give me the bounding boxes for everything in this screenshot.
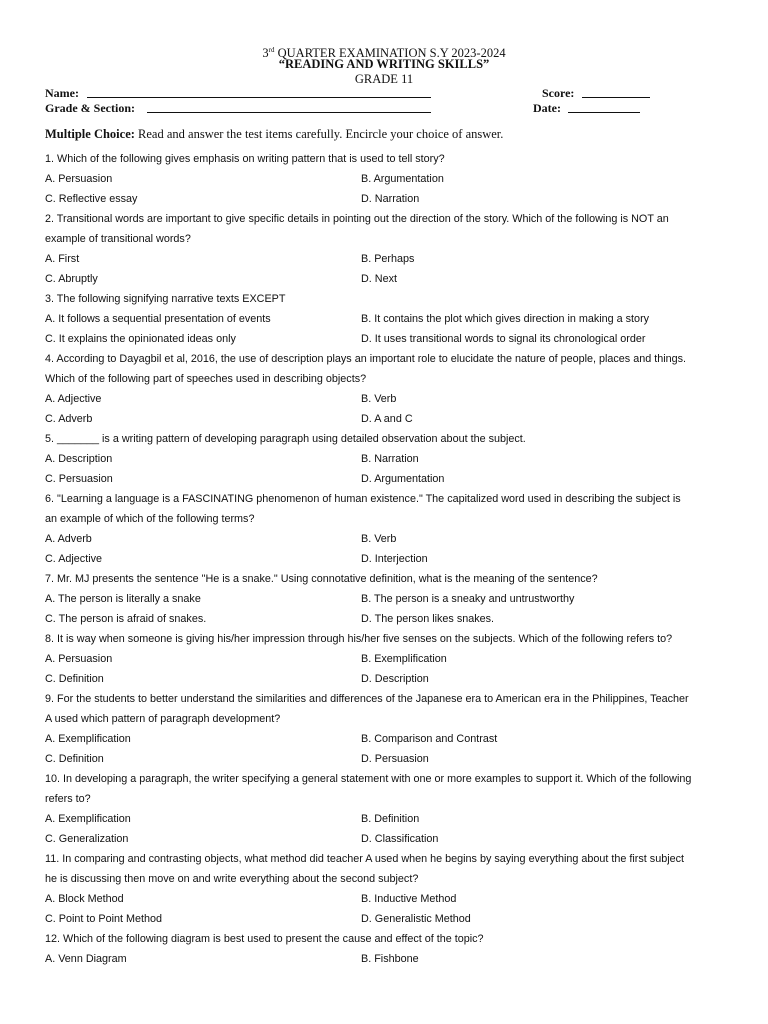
grade-section-line[interactable] [147,112,431,113]
question-9-text: A used which pattern of paragraph development? [45,713,281,725]
question-6-choice-c[interactable]: C. Adjective [45,553,103,565]
question-5-text: 5. _______ is a writing pattern of developing paragraph using detailed observation about the subject. [45,433,526,445]
date-label: Date: [533,101,561,115]
question-10-choice-c[interactable]: C. Generalization [45,833,129,845]
score-line[interactable] [582,97,650,98]
subject-title: “READING AND WRITING SKILLS” [278,57,490,71]
instructions: Multiple Choice: Read and answer the test items carefully. Encircle your choice of answer. [45,127,504,141]
name-label: Name: [45,86,79,100]
question-8-choice-d[interactable]: D. Description [361,673,429,685]
exam-title: 3rd QUARTER EXAMINATION S.Y 2023-2024 [262,46,506,60]
question-2-choice-b[interactable]: B. Perhaps [361,253,415,265]
question-6-choice-b[interactable]: B. Verb [361,533,397,545]
question-4-choice-d[interactable]: D. A and C [361,413,413,425]
question-2-choice-c[interactable]: C. Abruptly [45,273,98,285]
question-7-text: 7. Mr. MJ presents the sentence "He is a snake." Using connotative definition, what is the meaning of the sentence? [45,573,598,585]
question-4-text: Which of the following part of speeches used in describing objects? [45,373,367,385]
question-10-choice-d[interactable]: D. Classification [361,833,439,845]
question-5-choice-c[interactable]: C. Persuasion [45,473,113,485]
question-6-text: an example of which of the following terms? [45,513,255,525]
score-label: Score: [542,86,575,100]
question-7-choice-b[interactable]: B. The person is a sneaky and untrustworthy [361,593,575,605]
question-11-choice-a[interactable]: A. Block Method [45,893,124,905]
question-7-choice-d[interactable]: D. The person likes snakes. [361,613,495,625]
question-5-choice-b[interactable]: B. Narration [361,453,419,465]
question-11-choice-c[interactable]: C. Point to Point Method [45,913,163,925]
question-1-text: 1. Which of the following gives emphasis on writing pattern that is used to tell story? [45,153,445,165]
question-3-text: 3. The following signifying narrative texts EXCEPT [45,293,286,305]
question-6-text: 6. "Learning a language is a FASCINATING phenomenon of human existence." The capitalized word used in describing the subject is [45,493,681,505]
question-3-choice-b[interactable]: B. It contains the plot which gives direction in making a story [361,313,650,325]
question-6-choice-d[interactable]: D. Interjection [361,553,428,565]
question-4-text: 4. According to Dayagbil et al, 2016, the use of description plays an important role to elucidate the nature of people, places and things. [45,353,687,365]
grade-section-label: Grade & Section: [45,101,135,115]
question-11-text: 11. In comparing and contrasting objects, what method did teacher A used when he begins by saying everything about the first subject [45,853,685,865]
question-10-choice-b[interactable]: B. Definition [361,813,420,825]
question-12-choice-a[interactable]: A. Venn Diagram [45,953,127,965]
question-9-choice-b[interactable]: B. Comparison and Contrast [361,733,498,745]
question-8-text: 8. It is way when someone is giving his/her impression through his/her five senses on the subjects. Which of the following refers to? [45,633,673,645]
question-1-choice-c[interactable]: C. Reflective essay [45,193,138,205]
question-4-choice-b[interactable]: B. Verb [361,393,397,405]
question-2-choice-a[interactable]: A. First [45,253,80,265]
question-11-text: he is discussing then move on and write everything about the second subject? [45,873,419,885]
question-1-choice-a[interactable]: A. Persuasion [45,173,113,185]
question-1-choice-d[interactable]: D. Narration [361,193,420,205]
question-3-choice-c[interactable]: C. It explains the opinionated ideas only [45,333,236,345]
question-5-choice-d[interactable]: D. Argumentation [361,473,445,485]
name-line[interactable] [87,97,431,98]
question-12-text: 12. Which of the following diagram is best used to present the cause and effect of the topic? [45,933,484,945]
question-9-text: 9. For the students to better understand the similarities and differences of the Japanese era to American era in the Philippines, Teacher [45,693,689,705]
question-11-choice-b[interactable]: B. Inductive Method [361,893,457,905]
grade-level: GRADE 11 [354,72,414,86]
question-11-choice-d[interactable]: D. Generalistic Method [361,913,471,925]
question-3-choice-a[interactable]: A. It follows a sequential presentation of events [45,313,271,325]
question-9-choice-c[interactable]: C. Definition [45,753,104,765]
question-6-choice-a[interactable]: A. Adverb [45,533,92,545]
question-7-choice-a[interactable]: A. The person is literally a snake [45,593,201,605]
question-10-choice-a[interactable]: A. Exemplification [45,813,131,825]
question-1-choice-b[interactable]: B. Argumentation [361,173,444,185]
question-10-text: refers to? [45,793,91,805]
question-9-choice-a[interactable]: A. Exemplification [45,733,131,745]
question-4-choice-a[interactable]: A. Adjective [45,393,102,405]
question-3-choice-d[interactable]: D. It uses transitional words to signal its chronological order [361,333,646,345]
question-8-choice-a[interactable]: A. Persuasion [45,653,113,665]
question-8-choice-c[interactable]: C. Definition [45,673,104,685]
question-4-choice-c[interactable]: C. Adverb [45,413,93,425]
question-9-choice-d[interactable]: D. Persuasion [361,753,429,765]
question-2-text: 2. Transitional words are important to give specific details in pointing out the direction of the story. Which of the following is NOT an [45,213,669,225]
question-8-choice-b[interactable]: B. Exemplification [361,653,447,665]
question-12-choice-b[interactable]: B. Fishbone [361,953,419,965]
question-10-text: 10. In developing a paragraph, the writer specifying a general statement with one or more examples to support it. Which of the following [45,773,692,785]
question-5-choice-a[interactable]: A. Description [45,453,113,465]
question-7-choice-c[interactable]: C. The person is afraid of snakes. [45,613,207,625]
question-2-choice-d[interactable]: D. Next [361,273,397,285]
date-line[interactable] [568,112,640,113]
question-2-text: example of transitional words? [45,233,191,245]
